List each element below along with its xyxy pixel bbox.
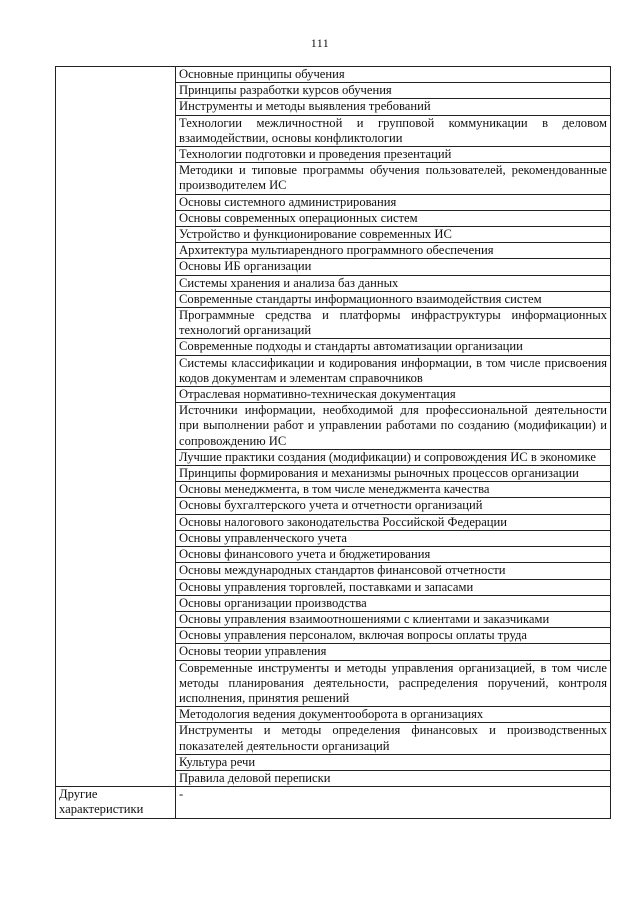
table-cell: Принципы разработки курсов обучения	[176, 83, 611, 99]
table-cell: Основы управления персоналом, включая вопросы оплаты труда	[176, 628, 611, 644]
other-characteristics-label: Другие характеристики	[56, 787, 176, 818]
table-cell: Культура речи	[176, 754, 611, 770]
knowledge-table	[55, 66, 611, 819]
table-cell: Инструменты и методы выявления требований	[176, 99, 611, 115]
table-cell: Основы менеджмента, в том числе менеджмента качества	[176, 482, 611, 498]
table-cell: Методики и типовые программы обучения пользователей, рекомендованные производителем ИС	[176, 163, 611, 194]
table-cell: Основы управления взаимоотношениями с клиентами и заказчиками	[176, 611, 611, 627]
table-cell: Программные средства и платформы инфраструктуры информационных технологий организаций	[176, 308, 611, 339]
table-cell: Основы теории управления	[176, 644, 611, 660]
table-cell: Современные инструменты и методы управления организацией, в том числе методы планирования деятельности, распределения поручений, контроля исполнения, принятия решений	[176, 660, 611, 707]
table-cell: Правила деловой переписки	[176, 770, 611, 786]
table-cell: Основы современных операционных систем	[176, 210, 611, 226]
table-cell: Основы ИБ организации	[176, 259, 611, 275]
table-cell: Архитектура мультиарендного программного обеспечения	[176, 243, 611, 259]
table-row	[56, 67, 611, 83]
table-cell: Основы налогового законодательства Российской Федерации	[176, 514, 611, 530]
table-cell: Основы организации производства	[176, 595, 611, 611]
table-cell: Основы управленческого учета	[176, 530, 611, 546]
table-cell: Технологии подготовки и проведения презентаций	[176, 147, 611, 163]
table-cell: Основы системного администрирования	[176, 194, 611, 210]
page-number: 111	[310, 36, 330, 50]
section-label-cell	[56, 67, 176, 787]
table-cell: Отраслевая нормативно-техническая документация	[176, 387, 611, 403]
table-cell: Современные стандарты информационного взаимодействия систем	[176, 291, 611, 307]
table-cell: Современные подходы и стандарты автоматизации организации	[176, 339, 611, 355]
table-cell: Устройство и функционирование современных ИС	[176, 227, 611, 243]
table-cell: Основные принципы обучения	[176, 67, 611, 83]
table-cell: Лучшие практики создания (модификации) и сопровождения ИС в экономике	[176, 449, 611, 465]
table-cell: Источники информации, необходимой для профессиональной деятельности при выполнении работ и управлении работами по созданию (модификации) и сопровождению ИС	[176, 403, 611, 450]
table-cell: Принципы формирования и механизмы рыночных процессов организации	[176, 466, 611, 482]
table-cell: Системы классификации и кодирования информации, в том числе присвоения кодов документам и элементам справочников	[176, 355, 611, 386]
table-cell: Основы бухгалтерского учета и отчетности организаций	[176, 498, 611, 514]
table-cell: Методология ведения документооборота в организациях	[176, 707, 611, 723]
table-cell: Инструменты и методы определения финансовых и производственных показателей деятельности организаций	[176, 723, 611, 754]
table-cell: Основы международных стандартов финансовой отчетности	[176, 563, 611, 579]
other-characteristics-value: -	[176, 787, 611, 818]
table-cell: Технологии межличностной и групповой коммуникации в деловом взаимодействии, основы конфликтологии	[176, 115, 611, 146]
other-characteristics-row	[56, 787, 611, 818]
table-cell: Основы финансового учета и бюджетирования	[176, 547, 611, 563]
table-cell: Основы управления торговлей, поставками и запасами	[176, 579, 611, 595]
table-cell: Системы хранения и анализа баз данных	[176, 275, 611, 291]
